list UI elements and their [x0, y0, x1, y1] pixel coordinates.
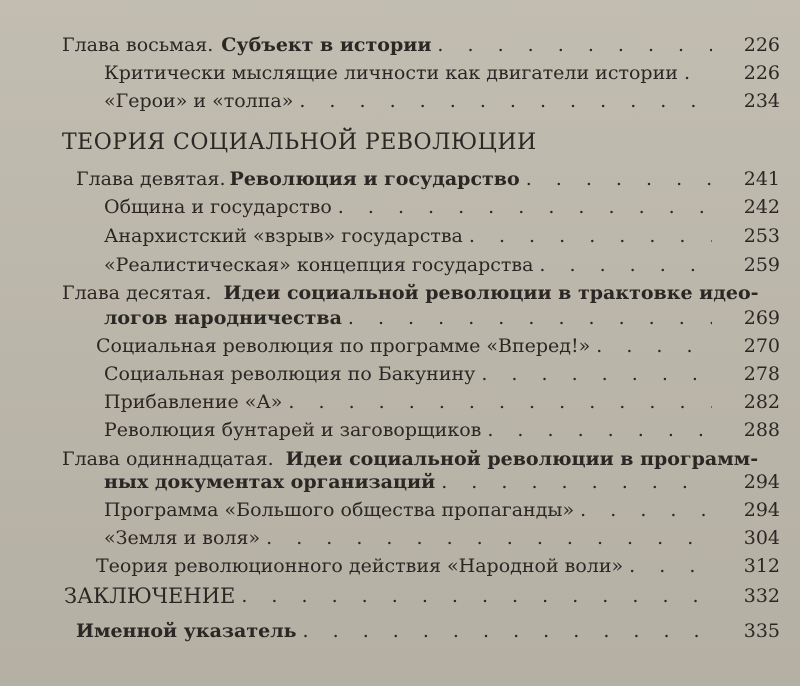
- toc-entry-section: [104, 86, 780, 112]
- section-title: Критически мыслящие личности как двигатели истории: [104, 62, 678, 84]
- page-number: 253: [743, 225, 780, 247]
- leader-dots: [338, 196, 712, 218]
- chapter-prefix: Глава восьмая.: [62, 34, 214, 56]
- page-number: 234: [743, 90, 780, 112]
- leader-dots: [539, 254, 712, 276]
- leader-dots: [487, 419, 712, 441]
- leader-dots: [303, 620, 712, 642]
- page-number: 270: [743, 335, 780, 357]
- part-heading: ТЕОРИЯ СОЦИАЛЬНОЙ РЕВОЛЮЦИИ: [62, 130, 537, 155]
- page-number: 269: [743, 307, 780, 329]
- page-number: 282: [743, 391, 780, 413]
- toc-entry-section: [104, 523, 780, 549]
- chapter-title-line-1: Идеи социальной революции в трактовке идео-: [223, 282, 759, 304]
- toc-entry-section: [96, 551, 780, 577]
- toc-entry-section: [96, 331, 780, 357]
- chapter-title-line-1: Идеи социальной революции в программ-: [285, 448, 759, 470]
- toc-entry-chapter-9: [76, 164, 780, 190]
- section-title: Анархистский «взрыв» государства: [104, 225, 463, 247]
- page-number: 335: [743, 620, 780, 642]
- toc-entry-chapter-11-line-2: [104, 467, 780, 493]
- page-number: 259: [743, 254, 780, 276]
- page-number: 288: [743, 419, 780, 441]
- toc-entry-section: [104, 250, 780, 276]
- toc-entry-section: [104, 359, 780, 385]
- page-number: 242: [743, 196, 780, 218]
- conclusion-title: ЗАКЛЮЧЕНИЕ: [64, 584, 236, 608]
- leader-dots: [348, 307, 712, 329]
- leader-dots: [596, 335, 712, 357]
- section-title: Теория революционного действия «Народной воли»: [96, 555, 624, 577]
- section-title: «Реалистическая» концепция государства: [104, 254, 534, 276]
- leader-dots: [580, 499, 712, 521]
- toc-entry-section: [104, 221, 780, 247]
- leader-dots: [684, 62, 712, 84]
- page-number: 226: [743, 62, 780, 84]
- toc-entry-section: [104, 415, 780, 441]
- toc-entry-section: [104, 387, 780, 413]
- section-title: Прибавление «А»: [104, 391, 283, 413]
- toc-entry-section: [104, 58, 780, 84]
- section-title: Программа «Большого общества пропаганды»: [104, 499, 575, 521]
- index-title: Именной указатель: [76, 620, 297, 642]
- leader-dots: [437, 34, 712, 56]
- page-number: 312: [743, 555, 780, 577]
- chapter-title: Революция и государство: [229, 168, 520, 190]
- chapter-prefix: Глава одиннадцатая.: [62, 448, 274, 470]
- toc-entry-chapter-10-line-2: [104, 303, 780, 329]
- page-number: 241: [743, 168, 780, 190]
- section-title: «Герои» и «толпа»: [104, 90, 294, 112]
- leader-dots: [469, 225, 712, 247]
- page-number: 304: [743, 527, 780, 549]
- page-number: 332: [743, 585, 780, 607]
- chapter-title-line-2: ных документах организаций: [104, 471, 436, 493]
- section-title: Социальная революция по программе «Вперед!»: [96, 335, 591, 357]
- toc-entry-chapter-10-line-1: [62, 282, 759, 304]
- leader-dots: [266, 527, 712, 549]
- leader-dots: [241, 585, 712, 607]
- chapter-title: Субъект в истории: [221, 34, 432, 56]
- toc-entry-conclusion: [64, 581, 780, 607]
- page-number: 226: [743, 34, 780, 56]
- page-number: 278: [743, 363, 780, 385]
- toc-entry-section: [104, 192, 780, 218]
- section-title: Революция бунтарей и заговорщиков: [104, 419, 482, 441]
- page-number: 294: [743, 499, 780, 521]
- leader-dots: [288, 391, 712, 413]
- chapter-title-line-2: логов народничества: [104, 307, 342, 329]
- section-title: Община и государство: [104, 196, 332, 218]
- toc-entry-index: [76, 616, 780, 642]
- leader-dots: [299, 90, 712, 112]
- chapter-prefix: Глава девятая.: [76, 168, 226, 190]
- leader-dots: [629, 555, 712, 577]
- toc-entry-chapter-8: [62, 30, 780, 56]
- leader-dots: [441, 471, 712, 493]
- toc-entry-section: [104, 495, 780, 521]
- page-number: 294: [743, 471, 780, 493]
- section-title: «Земля и воля»: [104, 527, 261, 549]
- leader-dots: [526, 168, 712, 190]
- section-title: Социальная революция по Бакунину: [104, 363, 476, 385]
- chapter-prefix: Глава десятая.: [62, 282, 212, 304]
- leader-dots: [481, 363, 712, 385]
